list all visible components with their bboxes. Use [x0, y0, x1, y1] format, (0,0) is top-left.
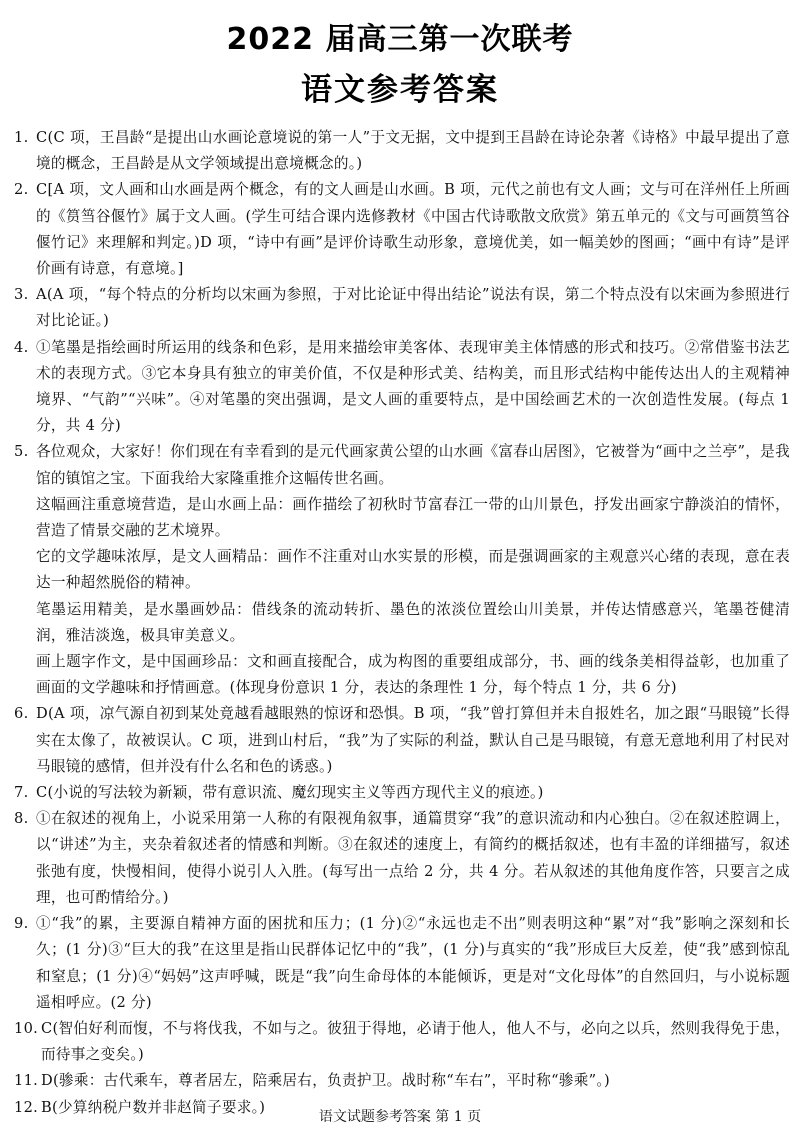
answer-text: 它的文学趣味浓厚，是文人画精品：画作不注重对山水实景的形模，而是强调画家的主观意兴心绪的表现，意在表达一种超然脱俗的精神。: [36, 548, 790, 592]
answer-item: [14, 780, 790, 806]
page-footer: 语文试题参考答案 第 1 页: [318, 1109, 482, 1125]
answer-number: 10.: [14, 1019, 39, 1037]
answer-item: [14, 439, 790, 701]
answer-item: [14, 282, 790, 334]
answer-number: 2.: [14, 181, 29, 199]
answer-text: A(A 项，“每个特点的分析均以宋画为参照，于对比论证中得出结论”说法有误，第二个特点没有以宋画为参照进行对比论证。): [36, 286, 790, 330]
answer-item: [14, 1016, 790, 1068]
answer-text: C(智伯好利而愎，不与将伐我，不如与之。彼狃于得地，必请于他人，他人不与，必向之以兵，然则我得免于患，而待事之变矣。): [41, 1019, 790, 1064]
answer-number: 4.: [14, 338, 29, 356]
page-subtitle: 语文参考答案: [301, 72, 499, 108]
answer-number: 8.: [14, 810, 29, 828]
answer-number: 1.: [14, 129, 29, 146]
answer-number: 5.: [14, 443, 29, 461]
answer-item: [14, 335, 790, 440]
answer-text: C(小说的写法较为新颖，带有意识流、魔幻现实主义等西方现代主义的痕迹。): [36, 784, 544, 802]
answer-text: ①“我”的累，主要源自精神方面的困扰和压力；(1 分)②“永远也走不出”则表明这种“累”对“我”影响之深刻和长久；(1 分)③“巨大的我”在这里是指山民群体记忆中的“我”，(1 分)与真实的“我”形成巨大反差，使“我”感到惊乱和窒息；(1 分)④“妈妈”这声呼喊，既是“我”向生命母体的本能倾诉，更是对“文化母体”的自然回归，与小说标题遥相呼应。(2 分): [36, 915, 790, 1011]
answer-item: [14, 806, 790, 911]
answer-number: 9.: [14, 915, 29, 933]
answer-text: 各位观众，大家好！你们现在有幸看到的是元代画家黄公望的山水画《富春山居图》，它被誉为“画中之兰亭”，是我馆的镇馆之宝。下面我给大家隆重推介这幅传世名画。: [36, 443, 790, 487]
answer-number: 3.: [14, 286, 29, 304]
answer-text: 画上题字作文，是中国画珍品：文和画直接配合，成为构图的重要组成部分，书、画的线条美相得益彰，也加重了画面的文学趣味和抒情画意。(体现身份意识 1 分，表达的条理性 1 分，每个特点 1 分，共 6 分): [36, 653, 790, 697]
answer-text: 这幅画注重意境营造，是山水画上品：画作描绘了初秋时节富春江一带的山川景色，抒发出画家宁静淡泊的情怀，营造了情景交融的艺术境界。: [36, 495, 790, 540]
answer-text: ①在叙述的视角上，小说采用第一人称的有限视角叙事，通篇贯穿“我”的意识流动和内心独白。②在叙述腔调上，以“讲述”为主，夹杂着叙述者的情感和判断。③在叙述的速度上，有简约的概括叙述，也有丰盈的详细描写，叙述张弛有度，快慢相间，使得小说引人入胜。(每写出一点给 2 分，共 4 分。若从叙述的其他角度作答，只要言之成理，也可酌情给分。): [36, 810, 790, 906]
answer-number: 6.: [14, 705, 29, 723]
answers-list: [14, 125, 790, 1121]
answer-text: C[A 项，文人画和山水画是两个概念，有的文人画是山水画。B 项，元代之前也有文人画；文与可在洋州任上所画的《筼筜谷偃竹》属于文人画。(学生可结合课内选修教材《中国古代诗歌散文欣赏》第五单元的《文与可画筼筜谷偃竹记》来理解和判定。)D 项，“诗中有画”是评价诗歌生动形象，意境优美，如一幅美妙的图画；“画中有诗”是评价画有诗意，有意境。]: [36, 181, 790, 278]
answer-item: [14, 177, 790, 282]
answer-text: ①笔墨是指绘画时所运用的线条和色彩，是用来描绘审美客体、表现审美主体情感的形式和技巧。②常借鉴书法艺术的表现方式。③它本身具有独立的审美价值，不仅是种形式美、结构美，而且形式结构中能传达出人的主观精神境界、“气韵”“兴味”。④对笔墨的突出强调，是文人画的重要特点，是中国绘画艺术的一次创造性发展。(每点 1 分，共 4 分): [36, 338, 790, 435]
answer-text: 笔墨运用精美，是水墨画妙品：借线条的流动转折、墨色的浓淡位置绘山川美景，并传达情感意兴，笔墨苍健清润，雅洁淡逸，极具审美意义。: [36, 600, 790, 644]
answer-text: D(骖乘：古代乘车，尊者居左，陪乘居右，负责护卫。战时称“车右”，平时称“骖乘”。): [41, 1072, 611, 1090]
answer-item: [14, 125, 790, 177]
exam-title: 2022 届高三第一次联考: [226, 22, 574, 57]
answer-text: C(C 项，王昌龄“是提出山水画论意境说的第一人”于文无据，文中提到王昌龄在诗论杂著《诗格》中最早提出了意境的概念，王昌龄是从文学领域提出意境概念的。): [36, 129, 790, 173]
answer-text: D(A 项，凉气源自初到某处竟越看越眼熟的惊讶和恐惧。B 项，“我”曾打算但并未自报姓名，加之跟“马眼镜”长得实在太像了，故被误认。C 项，进到山村后，“我”为了实际的利益，默认自己是马眼镜，有意无意地利用了村民对马眼镜的感情，但并没有什么名和色的诱惑。): [36, 705, 790, 775]
answer-item: [14, 1068, 790, 1094]
answer-number: 11.: [14, 1072, 39, 1090]
answer-text: B(少算纳税户数并非赵简子要求。): [41, 1098, 266, 1116]
answer-item: [14, 911, 790, 1016]
answer-number: 7.: [14, 784, 29, 802]
answer-item: [14, 701, 790, 780]
answer-number: 12.: [14, 1098, 39, 1116]
